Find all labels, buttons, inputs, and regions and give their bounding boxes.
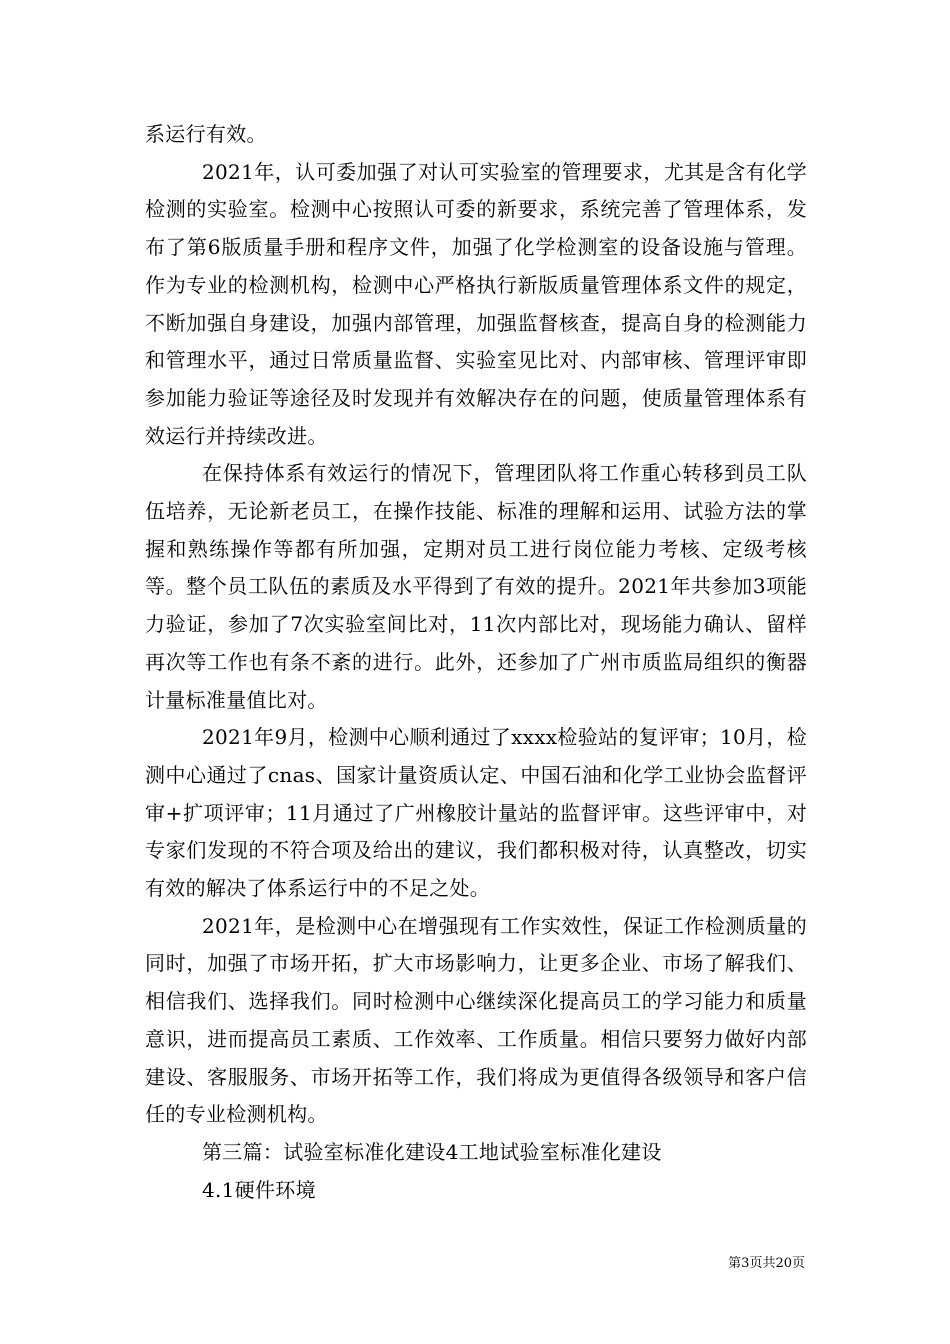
paragraph-continuation: 系运行有效。 [145, 122, 267, 146]
paragraph-reviews: 2021年9月，检测中心顺利通过了xxxx检验站的复评审；10月，检测中心通过了cnas、国家计量资质认定、中国石油和化学工业协会监督评审+扩项评审；11月通过了广州橡胶计量站的监督评审。这些评审中，对专家们发现的不符合项及给出的建议，我们都积极对待，认真整改，切实有效的解决了体系运行中的不足之处。 [145, 725, 807, 901]
paragraph-staff-training: 在保持体系有效运行的情况下，管理团队将工作重心转移到员工队伍培养，无论新老员工，在操作技能、标准的理解和运用、试验方法的掌握和熟练操作等都有所加强，定期对员工进行岗位能力考核、定级考核等。整个员工队伍的素质及水平得到了有效的提升。2021年共参加3项能力验证，参加了7次实验室间比对，11次内部比对，现场能力确认、留样再次等工作也有条不紊的进行。此外，还参加了广州市质监局组织的衡器计量标准量值比对。 [145, 461, 807, 712]
paragraph-market: 2021年，是检测中心在增强现有工作实效性，保证工作检测质量的同时，加强了市场开拓，扩大市场影响力，让更多企业、市场了解我们、相信我们、选择我们。同时检测中心继续深化提高员工的学习能力和质量意识，进而提高员工素质、工作效率、工作质量。相信只要努力做好内部建设、客服服务、市场开拓等工作，我们将成为更值得各级领导和客户信任的专业检测机构。 [145, 913, 807, 1127]
document-body [145, 116, 807, 1209]
section-heading: 第三篇：试验室标准化建设4工地试验室标准化建设 [202, 1139, 662, 1164]
paragraph-accreditation: 2021年，认可委加强了对认可实验室的管理要求，尤其是含有化学检测的实验室。检测中心按照认可委的新要求，系统完善了管理体系，发布了第6版质量手册和程序文件，加强了化学检测室的设备设施与管理。作为专业的检测机构，检测中心严格执行新版质量管理体系文件的规定，不断加强自身建设，加强内部管理，加强监督核查，提高自身的检测能力和管理水平，通过日常质量监督、实验室见比对、内部审核、管理评审即参加能力验证等途径及时发现并有效解决存在的问题，使质量管理体系有效运行并持续改进。 [145, 159, 807, 448]
subsection-heading: 4.1硬件环境 [202, 1177, 316, 1202]
page-number: 第3页共20页 [728, 1256, 805, 1271]
